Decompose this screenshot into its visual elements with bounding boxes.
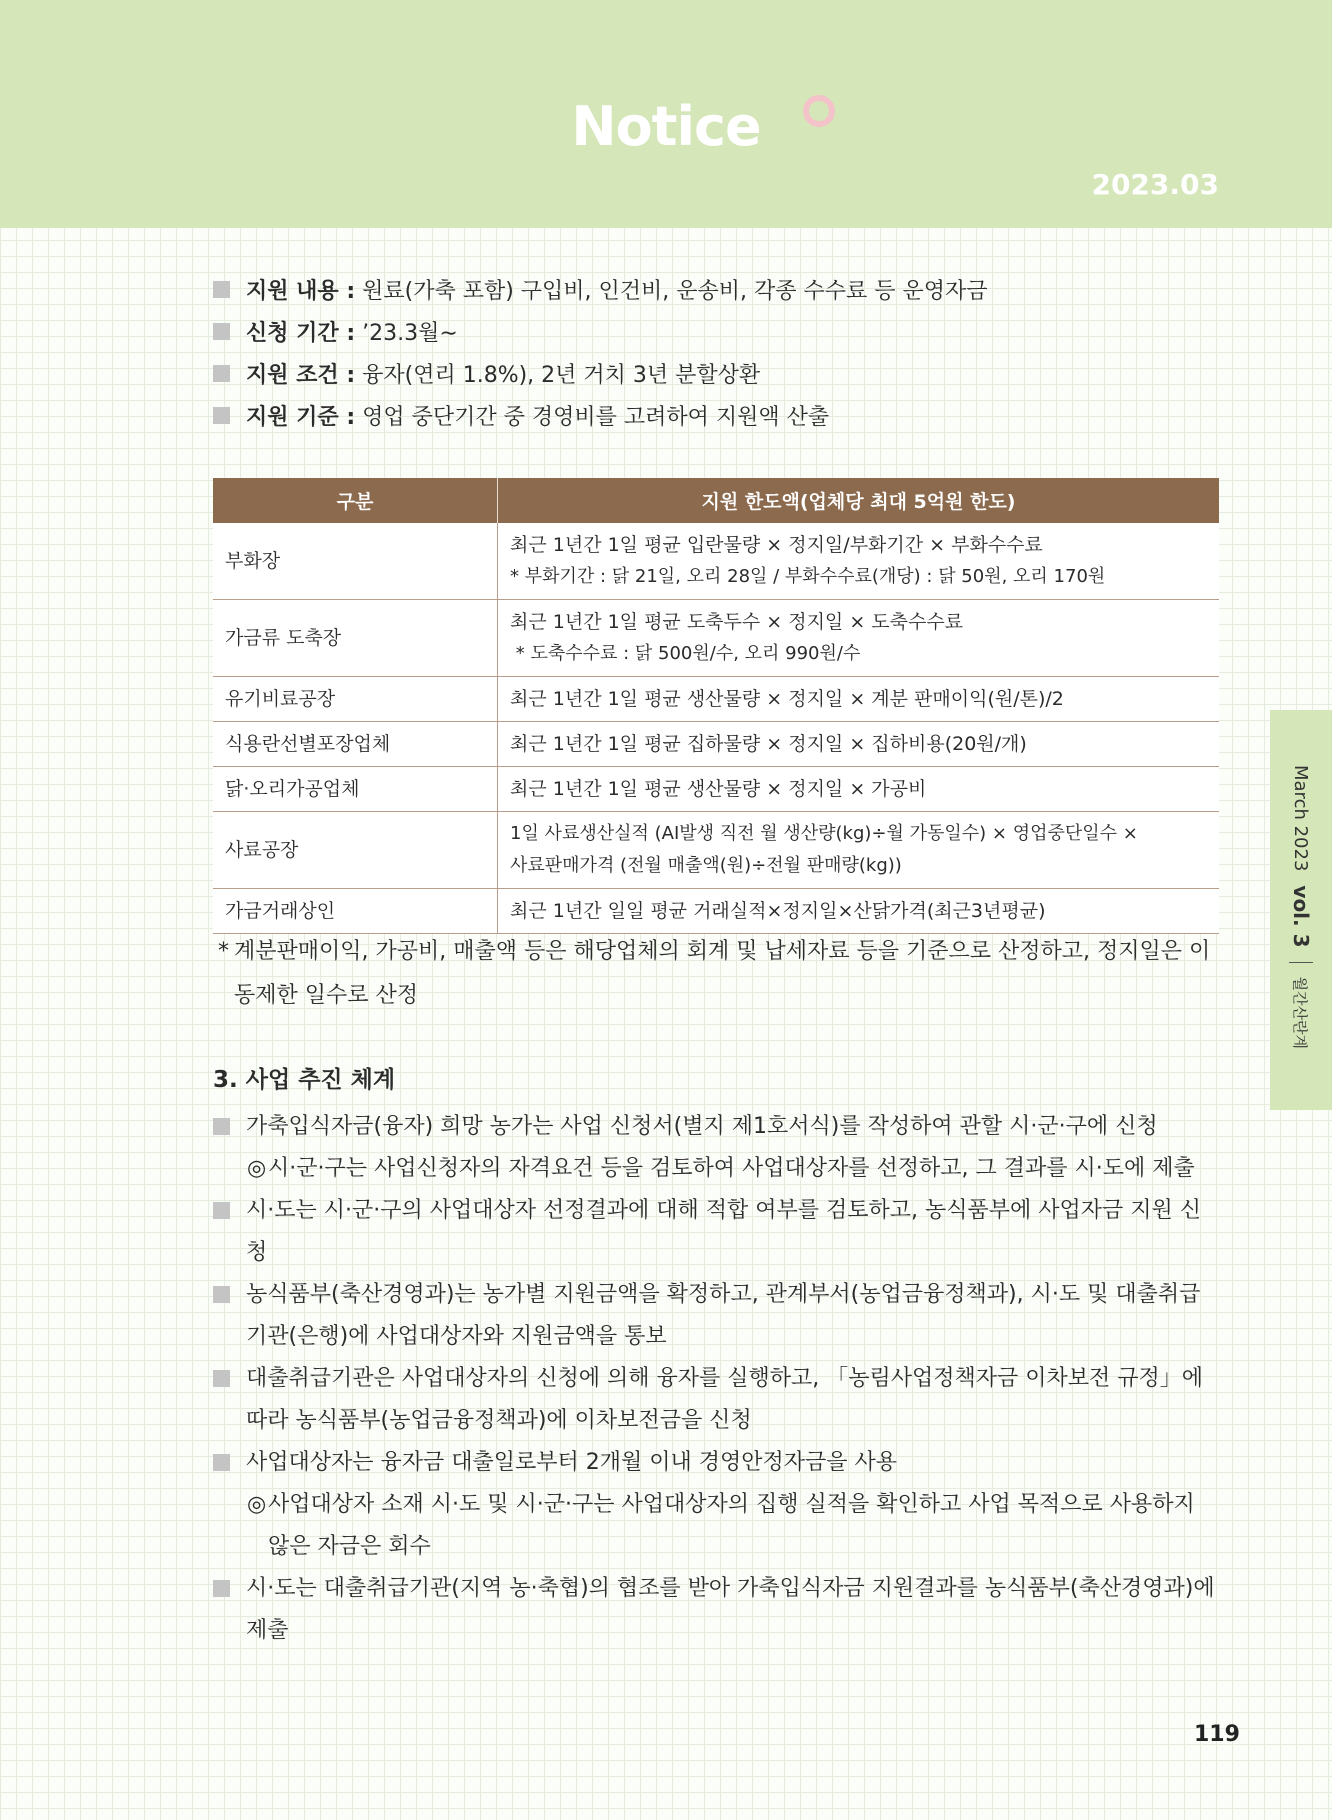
- side-tab-magazine: 월간산란계: [1291, 976, 1310, 1049]
- double-circle-icon: ◎: [247, 1156, 267, 1181]
- support-text: 영업 중단기간 중 경영비를 고려하여 지원액 산출: [355, 404, 830, 430]
- section-item-text: 시·도는 시·군·구의 사업대상자 선정결과에 대해 적합 여부를 검토하고, 농식품부에 사업자금 지원 신청: [246, 1198, 1201, 1265]
- formula-line: 최근 1년간 1일 평균 생산물량 × 정지일 × 계분 판매이익(원/톤)/2: [510, 688, 1064, 710]
- section-item: [213, 1358, 1219, 1442]
- support-item: [213, 268, 1219, 310]
- formula-line: 최근 1년간 1일 평균 집하물량 × 정지일 × 집하비용(20원/개): [510, 733, 1027, 755]
- page-number: 119: [1194, 1722, 1240, 1747]
- support-label: 신청 기간 :: [246, 320, 356, 346]
- support-item: [213, 394, 1219, 436]
- side-tab-volume: vol. 3: [1289, 885, 1313, 948]
- table-row: [213, 523, 1219, 600]
- formula-line: 최근 1년간 1일 평균 도축두수 × 정지일 × 도축수수료: [510, 611, 964, 633]
- table-row: [213, 677, 1219, 722]
- table-row: [213, 600, 1219, 677]
- table-cell-formula: [498, 812, 1220, 889]
- side-tab-month: March 2023: [1290, 765, 1312, 872]
- table-cell-category: 식용란선별포장업체: [213, 722, 498, 767]
- table-cell-formula: [498, 677, 1220, 722]
- square-bullet-icon: [213, 407, 230, 424]
- header-date: 2023.03: [1091, 168, 1219, 201]
- table-row: [213, 722, 1219, 767]
- support-item: [213, 310, 1219, 352]
- table-header-row: [213, 478, 1219, 523]
- formula-footnote: * 부화기간 : 닭 21일, 오리 28일 / 부화수수료(개당) : 닭 50원, 오리 170원: [510, 566, 1106, 587]
- formula-footnote: * 도축수수료 : 닭 500원/수, 오리 990원/수: [510, 643, 861, 664]
- formula-line: 최근 1년간 1일 평균 입란물량 × 정지일/부화기간 × 부화수수료: [510, 534, 1043, 556]
- table-cell-category: 사료공장: [213, 812, 498, 889]
- section-item: [213, 1190, 1219, 1274]
- section-subitem-text: 시·군·구는 사업신청자의 자격요건 등을 검토하여 사업대상자를 선정하고, 그 결과를 시·도에 제출: [268, 1156, 1195, 1181]
- side-tab: [1270, 710, 1332, 1110]
- square-bullet-icon: [213, 1118, 230, 1135]
- section-subitem: [213, 1148, 1219, 1190]
- section-item: [213, 1106, 1219, 1148]
- formula-line: 1일 사료생산실적 (AI발생 직전 월 생산량(kg)÷월 가동일수) × 영업중단일수 ×: [510, 823, 1138, 844]
- square-bullet-icon: [213, 1286, 230, 1303]
- formula-line: 최근 1년간 일일 평균 거래실적×정지일×산닭가격(최근3년평균): [510, 900, 1046, 922]
- side-tab-content: [1270, 710, 1332, 1110]
- support-label: 지원 조건 :: [246, 362, 356, 388]
- section-item-text: 가축입식자금(융자) 희망 농가는 사업 신청서(별지 제1호서식)를 작성하여 관할 시·군·구에 신청: [246, 1114, 1158, 1139]
- table-row: [213, 812, 1219, 889]
- square-bullet-icon: [213, 1454, 230, 1471]
- support-label: 지원 기준 :: [246, 404, 356, 430]
- section-item-text: 농식품부(축산경영과)는 농가별 지원금액을 확정하고, 관계부서(농업금융정책과), 시·도 및 대출취급기관(은행)에 사업대상자와 지원금액을 통보: [246, 1282, 1201, 1349]
- table-footnote: [218, 930, 1218, 1018]
- square-bullet-icon: [213, 323, 230, 340]
- formula-line: 최근 1년간 1일 평균 생산물량 × 정지일 × 가공비: [510, 778, 927, 800]
- side-tab-divider: [1289, 962, 1313, 963]
- ring-decoration-icon: [803, 95, 835, 127]
- section-item: [213, 1568, 1219, 1652]
- square-bullet-icon: [213, 1580, 230, 1597]
- section-item-text: 시·도는 대출취급기관(지역 농·축협)의 협조를 받아 가축입식자금 지원결과를 농식품부(축산경영과)에 제출: [246, 1576, 1215, 1643]
- table-cell-category: 가금거래상인: [213, 889, 498, 934]
- page-header: [0, 0, 1332, 228]
- table-cell-formula: [498, 722, 1220, 767]
- section-subitem: [213, 1484, 1219, 1568]
- section-item-text: 대출취급기관은 사업대상자의 신청에 의해 융자를 실행하고, 「농림사업정책자금 이차보전 규정」에 따라 농식품부(농업금융정책과)에 이차보전금을 신청: [246, 1366, 1204, 1433]
- section-title: 3. 사업 추진 체계: [213, 1067, 396, 1093]
- section-item-text: 사업대상자는 융자금 대출일로부터 2개월 이내 경영안정자금을 사용: [246, 1450, 898, 1475]
- table-cell-formula: [498, 600, 1220, 677]
- support-text: ’23.3월∼: [355, 320, 458, 346]
- table-cell-formula: [498, 523, 1220, 600]
- table-cell-formula: [498, 889, 1220, 934]
- table-cell-category: 닭·오리가공업체: [213, 767, 498, 812]
- table-row: [213, 767, 1219, 812]
- square-bullet-icon: [213, 365, 230, 382]
- support-text: 원료(가축 포함) 구입비, 인건비, 운송비, 각종 수수료 등 운영자금: [355, 278, 988, 304]
- footnote-asterisk: *: [218, 939, 229, 964]
- table-cell-formula: [498, 767, 1220, 812]
- section-item: [213, 1442, 1219, 1484]
- double-circle-icon: ◎: [247, 1492, 267, 1517]
- table-cell-category: 유기비료공장: [213, 677, 498, 722]
- square-bullet-icon: [213, 281, 230, 298]
- square-bullet-icon: [213, 1202, 230, 1219]
- formula-line: 사료판매가격 (전월 매출액(원)÷전월 판매량(kg)): [510, 855, 902, 876]
- header-title: Notice: [571, 95, 761, 158]
- section-3: [213, 1062, 1219, 1652]
- footnote-text: 계분판매이익, 가공비, 매출액 등은 해당업체의 회계 및 납세자료 등을 기준으로 산정하고, 정지일은 이동제한 일수로 산정: [234, 939, 1211, 1008]
- section-subitem-text: 사업대상자 소재 시·도 및 시·군·구는 사업대상자의 집행 실적을 확인하고 사업 목적으로 사용하지 않은 자금은 회수: [268, 1492, 1195, 1559]
- support-label: 지원 내용 :: [246, 278, 356, 304]
- square-bullet-icon: [213, 1370, 230, 1387]
- support-item: [213, 352, 1219, 394]
- support-limit-table: [213, 478, 1219, 934]
- support-list: [213, 268, 1219, 436]
- table-header-limit: 지원 한도액(업체당 최대 5억원 한도): [498, 478, 1220, 523]
- support-text: 융자(연리 1.8%), 2년 거치 3년 분할상환: [355, 362, 761, 388]
- table-header-category: 구분: [213, 478, 498, 523]
- table-row: [213, 889, 1219, 934]
- table-cell-category: 부화장: [213, 523, 498, 600]
- table-cell-category: 가금류 도축장: [213, 600, 498, 677]
- section-item: [213, 1274, 1219, 1358]
